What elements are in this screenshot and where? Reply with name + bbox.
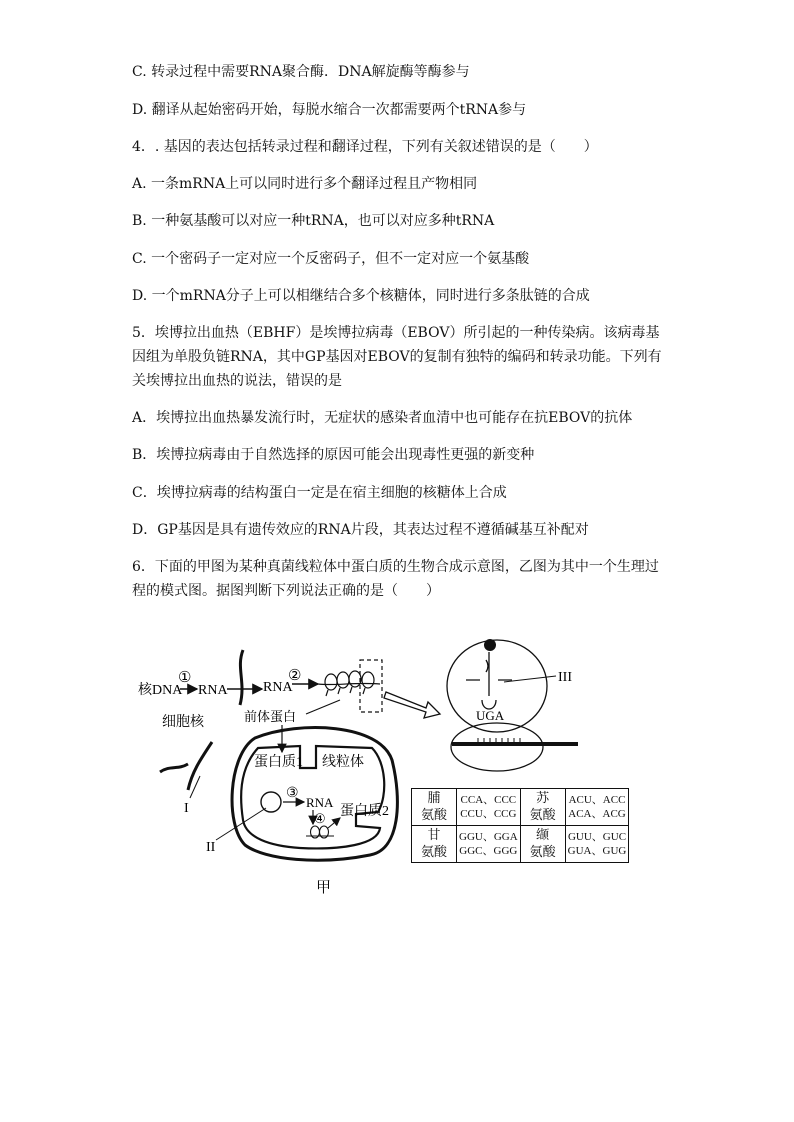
- precursor-protein-label: 前体蛋白: [244, 709, 297, 724]
- codon-table-aa: 苏 氨酸: [520, 789, 565, 826]
- step3-label: ③: [286, 786, 299, 801]
- rna3-label: RNA: [306, 795, 334, 810]
- ribosome-small-subunit: [451, 723, 543, 771]
- mt-ribosomes: [306, 826, 334, 838]
- codon-table-codons: GUU、GUC GUA、GUG: [565, 826, 629, 863]
- label-II: II: [206, 840, 216, 855]
- arrow-protein2: [328, 818, 340, 828]
- codon-table-aa: 缬 氨酸: [520, 826, 565, 863]
- nuclear-envelope-lower: [188, 742, 212, 790]
- codon-table-codons: GGU、GGA GGC、GGG: [457, 826, 521, 863]
- arrow-precursor: [306, 700, 340, 714]
- q5-option-c: C．埃博拉病毒的结构蛋白一定是在宿主细胞的核糖体上合成: [132, 485, 507, 501]
- label-III: III: [558, 670, 572, 685]
- codon-table-aa: 甘 氨酸: [412, 826, 457, 863]
- nuclear-envelope-bottom: [160, 764, 188, 772]
- codon-table-row: [412, 826, 629, 863]
- codon-table: [411, 788, 629, 863]
- codon-table-aa: 脯 氨酸: [412, 789, 457, 826]
- protein1-label: 蛋白质1: [254, 755, 303, 770]
- codon-table-codons: ACU、ACC ACA、ACG: [565, 789, 629, 826]
- q4-option-d: D. 一个mRNA分子上可以相继结合多个核糖体，同时进行多条肽链的合成: [132, 288, 590, 304]
- q3-option-c: C. 转录过程中需要RNA聚合酶．DNA解旋酶等酶参与: [132, 64, 470, 80]
- trna-molecule: [466, 652, 512, 709]
- q5-option-b: B．埃博拉病毒由于自然选择的原因可能会出现毒性更强的新变种: [132, 447, 535, 463]
- step2-label: ②: [288, 668, 302, 684]
- q4-stem: 4．. 基因的表达包括转录过程和翻译过程，下列有关叙述错误的是（ ）: [132, 139, 598, 155]
- q5-option-a: A．埃博拉出血热暴发流行时，无症状的感染者血清中也可能存在抗EBOV的抗体: [132, 410, 633, 426]
- nuclear-envelope-top: [240, 650, 243, 705]
- q4-option-c: C. 一个密码子一定对应一个反密码子，但不一定对应一个氨基酸: [132, 251, 530, 267]
- q4-option-a: A. 一条mRNA上可以同时进行多个翻译过程且产物相同: [132, 176, 478, 192]
- rna2-label: RNA: [263, 680, 293, 695]
- q5-stem: 5．埃博拉出血热（EBHF）是埃博拉病毒（EBOV）所引起的一种传染病。该病毒基因组为单股负链RNA，其中GP基因对EBOV的复制有独特的编码和转录功能。下列有关埃博拉出血热的说法，错误的是: [132, 325, 662, 389]
- protein2-label: 蛋白质2: [340, 804, 389, 819]
- q4-option-b: B. 一种氨基酸可以对应一种tRNA，也可以对应多种tRNA: [132, 213, 495, 229]
- nuclear-dna-label: 核DNA: [138, 683, 183, 698]
- uga-label: UGA: [476, 708, 505, 723]
- codon-table-row: [412, 789, 629, 826]
- step4-label: ④: [314, 811, 326, 826]
- mitochondrion-label: 线粒体: [322, 755, 364, 770]
- rna1-label: RNA: [198, 683, 228, 698]
- q3-option-d: D. 翻译从起始密码开始，每脱水缩合一次都需要两个tRNA参与: [132, 102, 527, 118]
- q6-stem: 6．下面的甲图为某种真菌线粒体中蛋白质的生物合成示意图，乙图为其中一个生理过程的模式图。据图判断下列说法正确的是（ ）: [132, 559, 659, 599]
- pointer-III: [504, 676, 556, 682]
- q5-option-d: D．GP基因是具有遗传效应的RNA片段，其表达过程不遵循碱基互补配对: [132, 522, 589, 538]
- step1-label: ①: [178, 670, 192, 686]
- codon-table-codons: CCA、CCC CCU、CCG: [457, 789, 521, 826]
- amino-acid: [484, 639, 496, 651]
- nucleus-label: 细胞核: [162, 715, 204, 730]
- zoom-arrow: [384, 692, 440, 718]
- label-I: I: [184, 801, 189, 816]
- figure-caption: 甲: [316, 880, 332, 896]
